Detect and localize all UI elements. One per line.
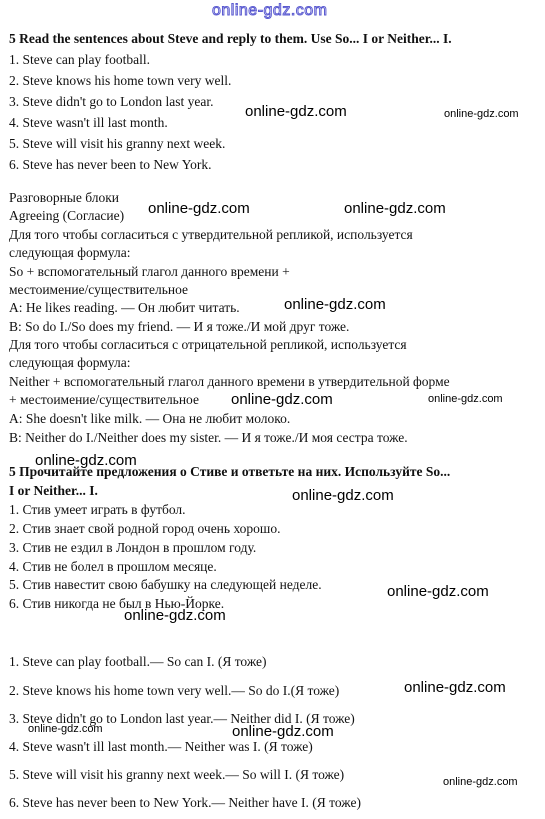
exercise-ru-item: 6. Стив никогда не был в Нью-Йорке.	[9, 596, 225, 611]
theory-line: A: He likes reading. — Он любит читать.	[9, 300, 240, 315]
watermark: online-gdz.com	[232, 723, 334, 740]
exercise-ru-item: 5. Стив навестит свою бабушку на следующей неделе.	[9, 577, 322, 592]
watermark: online-gdz.com	[387, 583, 489, 600]
exercise-en-item: 4. Steve wasn't ill last month.	[9, 115, 168, 130]
theory-line: + местоимение/существительное	[9, 392, 199, 407]
exercise-ru-item: 3. Стив не ездил в Лондон в прошлом году.	[9, 540, 257, 555]
exercise-en-item: 2. Steve knows his home town very well.	[9, 73, 232, 88]
theory-line: местоимение/существительное	[9, 282, 188, 297]
theory-line: Для того чтобы согласиться с утвердительной репликой, используется	[9, 227, 413, 242]
theory-line: B: So do I./So does my friend. — И я тоже./И мой друг тоже.	[9, 319, 350, 334]
answer-item: 6. Steve has never been to New York.— Neither have I. (Я тоже)	[9, 795, 361, 810]
watermark: online-gdz.com	[35, 452, 137, 469]
exercise-en-title: 5 Read the sentences about Steve and reply to them. Use So... I or Neither... I.	[9, 31, 452, 46]
theory-subheading: Agreeing (Согласие)	[9, 208, 125, 223]
header-watermark: online-gdz.com	[212, 2, 328, 19]
watermark: online-gdz.com	[344, 200, 446, 217]
theory-line: Для того чтобы согласиться с отрицательной репликой, используется	[9, 337, 407, 352]
exercise-ru-title: 5 Прочитайте предложения о Стиве и ответьте на них. Используйте So...	[9, 464, 451, 479]
theory-line: следующая формула:	[9, 355, 131, 370]
theory-line: So + вспомогательный глагол данного времени +	[9, 264, 290, 279]
watermark: online-gdz.com	[404, 679, 506, 696]
answer-item: 5. Steve will visit his granny next week.— So will I. (Я тоже)	[9, 767, 345, 782]
answer-item: 2. Steve knows his home town very well.— So do I.(Я тоже)	[9, 683, 340, 698]
theory-line: следующая формула:	[9, 245, 131, 260]
watermark: online-gdz.com	[284, 296, 386, 313]
answer-item: 3. Steve didn't go to London last year.— Neither did I. (Я тоже)	[9, 711, 355, 726]
watermark: online-gdz.com	[245, 103, 347, 120]
answer-item: 1. Steve can play football.— So can I. (Я тоже)	[9, 654, 267, 669]
theory-line: B: Neither do I./Neither does my sister. — И я тоже./И моя сестра тоже.	[9, 430, 408, 445]
watermark: online-gdz.com	[148, 200, 250, 217]
watermark: online-gdz.com	[428, 393, 503, 405]
exercise-ru-item: 1. Стив умеет играть в футбол.	[9, 502, 186, 517]
exercise-ru-item: 2. Стив знает свой родной город очень хорошо.	[9, 521, 281, 536]
exercise-en-item: 3. Steve didn't go to London last year.	[9, 94, 214, 109]
watermark: online-gdz.com	[443, 776, 518, 788]
theory-line: Neither + вспомогательный глагол данного времени в утвердительной форме	[9, 374, 450, 389]
exercise-ru-title-cont: I or Neither... I.	[9, 483, 98, 498]
answer-item: 4. Steve wasn't ill last month.— Neither was I. (Я тоже)	[9, 739, 313, 754]
exercise-ru-item: 4. Стив не болел в прошлом месяце.	[9, 559, 217, 574]
watermark: online-gdz.com	[231, 391, 333, 408]
theory-heading: Разговорные блоки	[9, 190, 120, 205]
theory-line: A: She doesn't like milk. — Она не любит молоко.	[9, 411, 291, 426]
watermark: online-gdz.com	[444, 108, 519, 120]
watermark: online-gdz.com	[124, 607, 226, 624]
exercise-en-item: 5. Steve will visit his granny next week.	[9, 136, 226, 151]
watermark: online-gdz.com	[28, 723, 103, 735]
watermark: online-gdz.com	[292, 487, 394, 504]
exercise-en-item: 1. Steve can play football.	[9, 52, 150, 67]
exercise-en-item: 6. Steve has never been to New York.	[9, 157, 212, 172]
